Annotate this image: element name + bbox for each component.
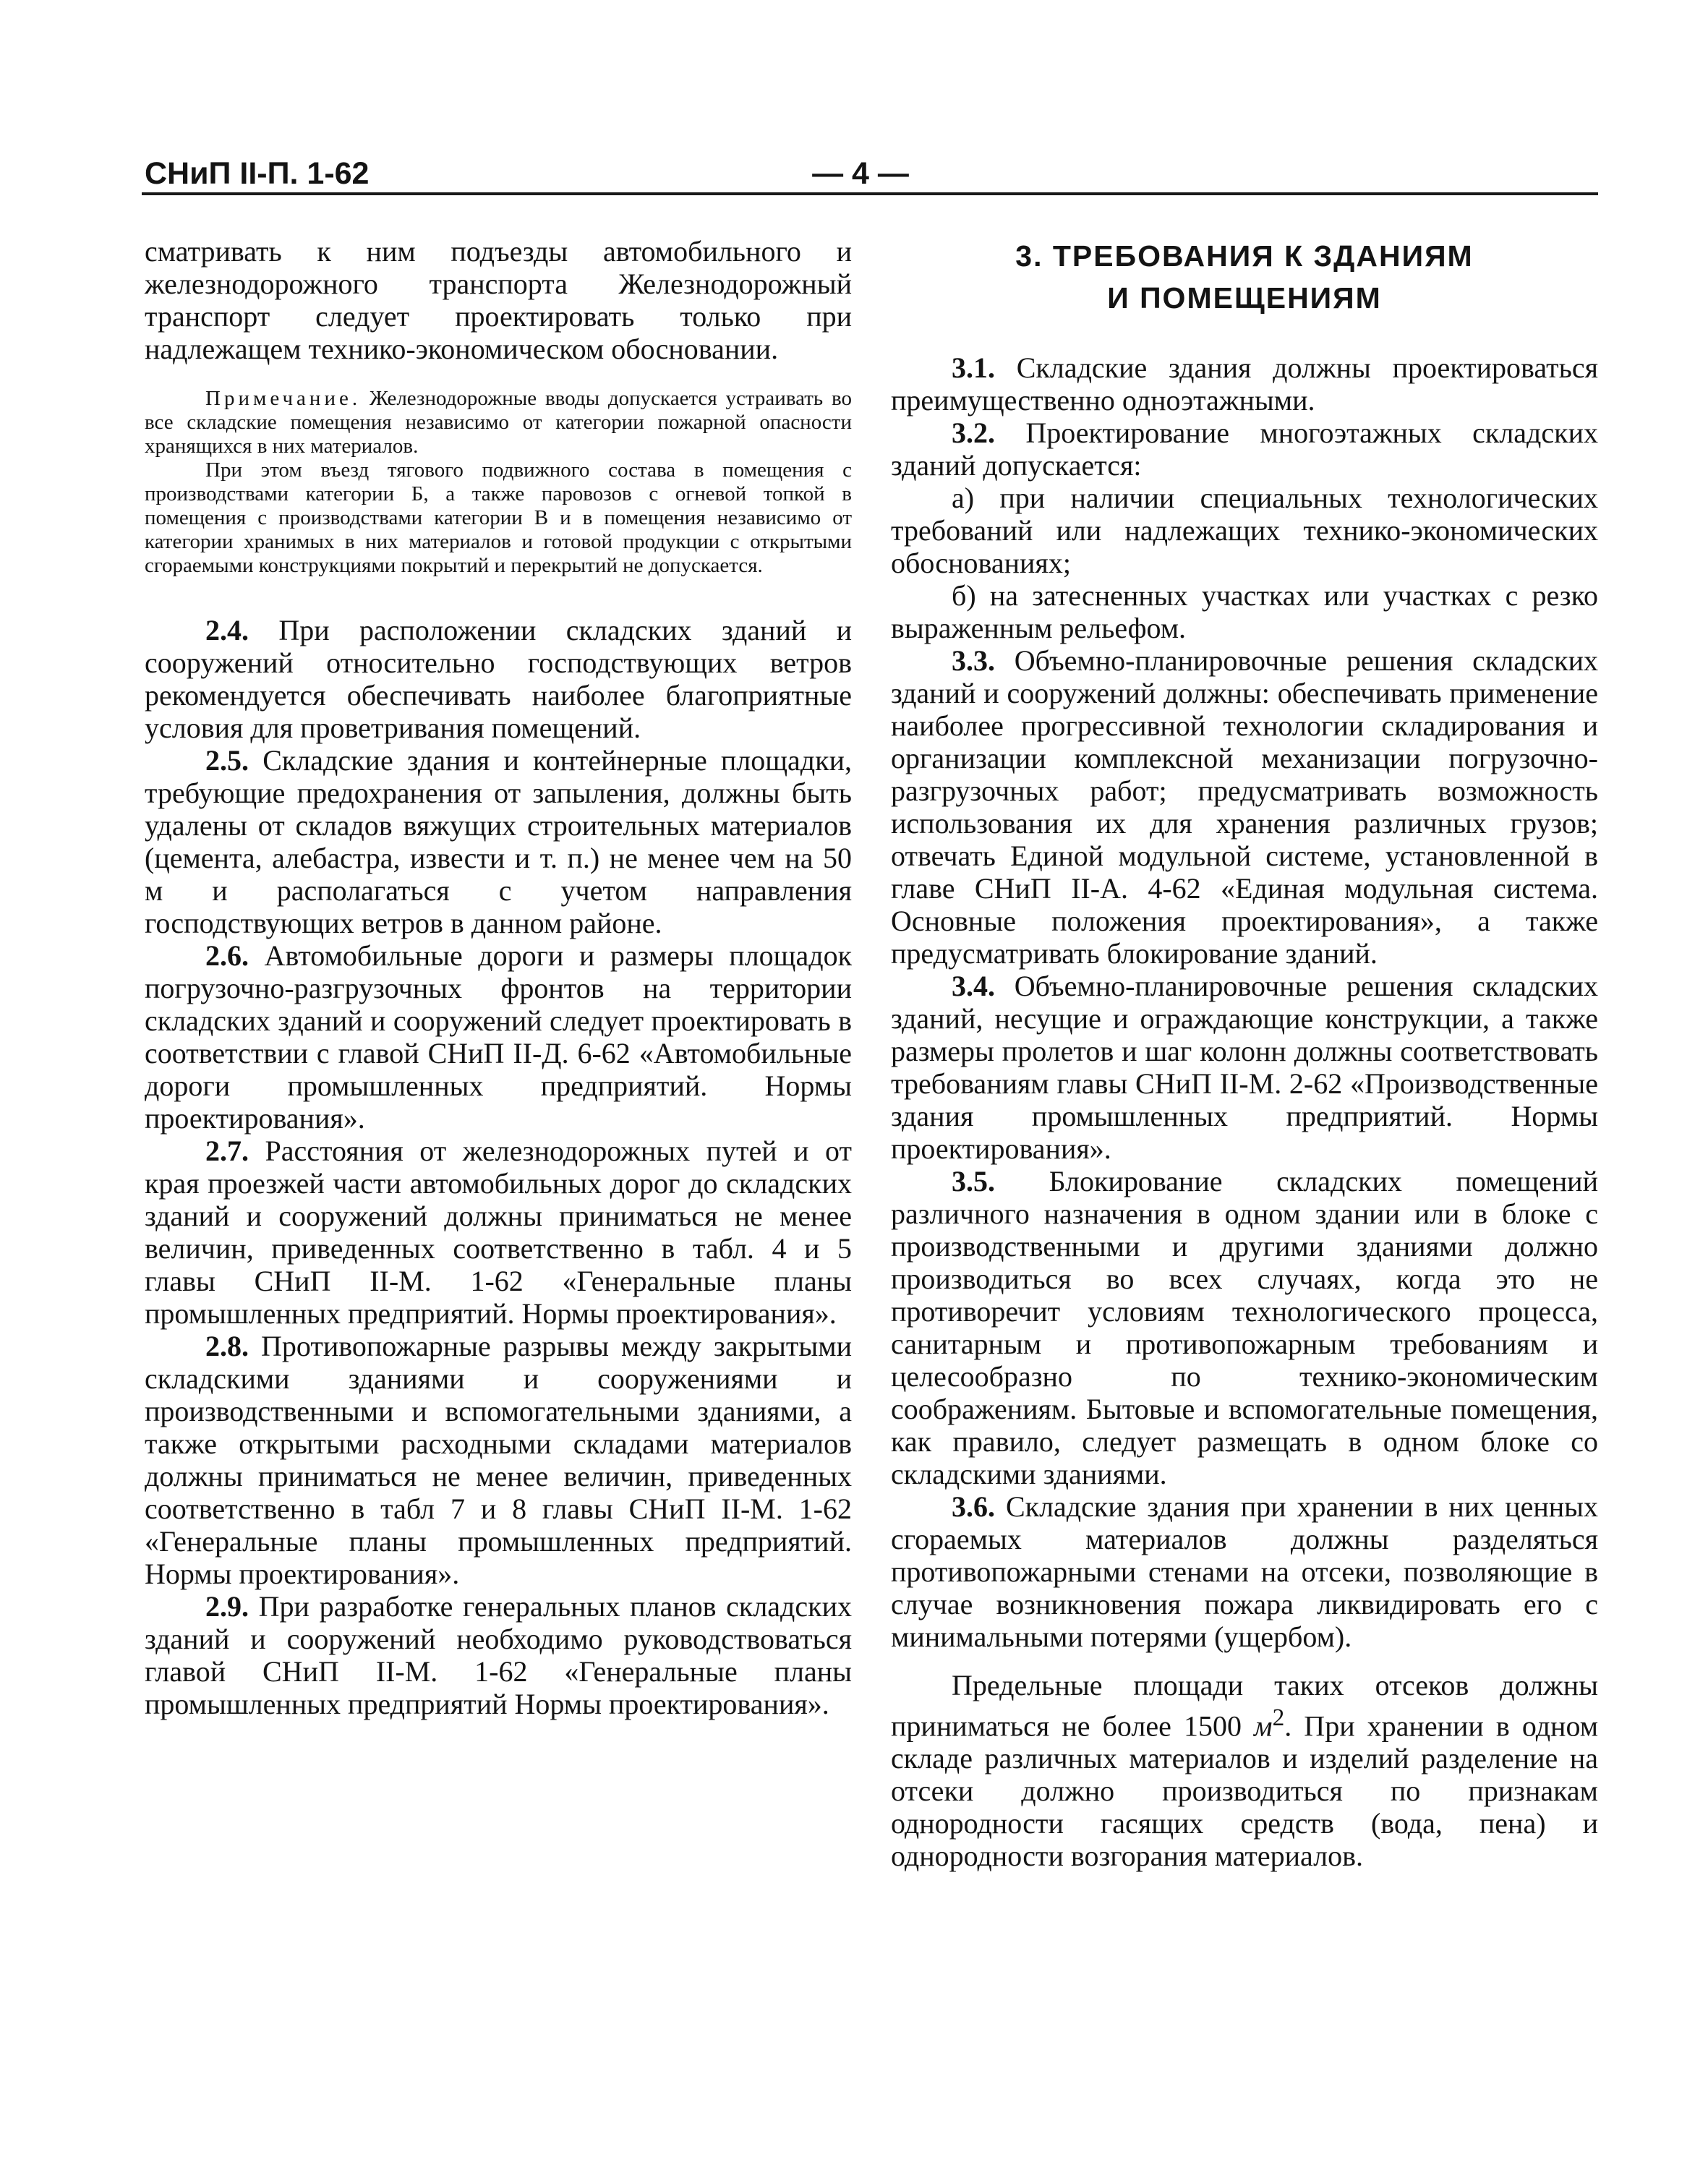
clause-text: Складские здания и контейнерные площадки, требующие предохранения от запыления, должны быть удалены от складов вяжущих строительных материалов (цемента, алебастра, извести и т. п.) не менее чем на 50 м и располагаться с учетом направления господствующих ветров в данном районе. bbox=[145, 744, 852, 939]
clause-number: 3.4. bbox=[952, 970, 995, 1002]
clause-number: 2.5. bbox=[205, 744, 249, 777]
continuation-text-a: Предельные площади таких отсеков должны приниматься не более 1500 bbox=[891, 1669, 1598, 1743]
page-number: — 4 — bbox=[812, 156, 909, 191]
clause-text: Складские здания при хранении в них ценных сгораемых материалов должны разделяться противопожарными стенами на отсеки, позволяющие в случае возникновения пожара ликвидировать его с минимальными потерями (ущербом). bbox=[891, 1490, 1599, 1653]
clause-2-4 bbox=[145, 614, 852, 744]
clause-number: 3.1. bbox=[952, 351, 995, 384]
clause-number: 3.2. bbox=[952, 417, 995, 449]
section-title-line-2: И ПОМЕЩЕНИЯМ bbox=[1107, 281, 1382, 315]
clause-3-5 bbox=[891, 1165, 1598, 1490]
clause-3-3 bbox=[891, 644, 1598, 970]
clause-3-2 bbox=[891, 417, 1598, 482]
left-column bbox=[145, 235, 852, 1720]
intro-paragraph: сматривать к ним подъезды автомобильного и железнодорожного транспорта Железнодорожный транспорт следует проектировать только при надлежащем технико-экономическом обосновании. bbox=[145, 235, 852, 365]
clause-3-4 bbox=[891, 970, 1598, 1165]
note-label: Примечание. bbox=[205, 387, 362, 410]
clause-text: Складские здания должны проектироваться преимущественно одноэтажными. bbox=[891, 351, 1598, 417]
clause-3-6 bbox=[891, 1490, 1598, 1653]
clause-text: Блокирование складских помещений различного назначения в одном здании или в блоке с производственными и другими зданиями должно производиться во всех случаях, когда это не противоречит условиям технологического процесса, санитарным и противопожарным требованиям и целесообразно по технико-экономическим соображениям. Бытовые и вспомогательные помещения, как правило, следует размещать в одном блоке со складскими зданиями. bbox=[891, 1165, 1598, 1490]
clause-number: 3.6. bbox=[952, 1490, 995, 1523]
clause-text: При расположении складских зданий и сооружений относительно господствующих ветров рекомендуется обеспечивать наиболее благоприятные условия для проветривания помещений. bbox=[145, 614, 852, 744]
clause-3-2-b: б) на затесненных участках или участках с резко выраженным рельефом. bbox=[891, 579, 1598, 644]
clause-text: При разработке генеральных планов складских зданий и сооружений необходимо руководствоваться главой СНиП II-М. 1-62 «Генеральные планы промышленных предприятий Нормы проектирования». bbox=[145, 1590, 852, 1720]
clause-number: 2.9. bbox=[205, 1590, 249, 1623]
clause-text: Противопожарные разрывы между закрытыми складскими зданиями и сооружениями и производственными и вспомогательными зданиями, а также открытыми расходными складами материалов должны приниматься не менее величин, приведенных соответственно в табл 7 и 8 главы СНиП II-М. 1-62 «Генеральные планы промышленных предприятий. Нормы проектирования». bbox=[145, 1330, 852, 1590]
note-text-1: Железнодорожные вводы допускается устраивать во все складские помещения независимо от категории пожарной опасности хранящихся в них материалов. bbox=[145, 387, 853, 458]
area-unit: м bbox=[1254, 1709, 1273, 1743]
note-paragraph-1 bbox=[145, 387, 852, 458]
continuation-text-b: . При хранении в одном складе различных материалов и изделий разделение на отсеки должно производиться по признакам однородности гасящих средств (вода, пена) и однородности возгорания материалов. bbox=[891, 1709, 1599, 1873]
section-title bbox=[891, 235, 1598, 319]
clause-number: 3.5. bbox=[952, 1165, 995, 1197]
clause-2-5 bbox=[145, 744, 852, 939]
clause-2-8 bbox=[145, 1330, 852, 1590]
clause-2-7 bbox=[145, 1135, 852, 1330]
clause-3-2-a: а) при наличии специальных технологических требований или надлежащих технико-экономических обоснованиях; bbox=[891, 482, 1598, 579]
clause-text: Объемно-планировочные решения складских зданий и сооружений должны: обеспечивать применение наиболее прогрессивной технологии складирования и организации комплексной механизации погрузочно-разгрузочных работ; предусматривать возможность использования их для хранения различных грузов; отвечать Единой модульной системе, установленной в главе СНиП II-А. 4-62 «Единая модульная система. Основные положения проектирования», а также предусматривать блокирование зданий. bbox=[891, 644, 1598, 970]
note-paragraph-2: При этом въезд тягового подвижного состава в помещения с производствами категории Б, а также паровозов с огневой топкой в помещения с производствами категории В и в помещения независимо от категории хранимых в них материалов и готовой продукции с открытыми сгораемыми конструкциями покрытий и перекрытий не допускается. bbox=[145, 458, 852, 577]
clause-text: Проектирование многоэтажных складских зданий допускается: bbox=[891, 417, 1598, 482]
document-code: СНиП II-П. 1-62 bbox=[145, 156, 370, 191]
header-rule bbox=[142, 192, 1598, 195]
area-unit-exponent: 2 bbox=[1272, 1704, 1285, 1731]
clause-2-6 bbox=[145, 939, 852, 1135]
clause-text: Автомобильные дороги и размеры площадок погрузочно-разгрузочных фронтов на территории складских зданий и сооружений следует проектировать в соответствии с главой СНиП II-Д. 6-62 «Автомобильные дороги промышленных предприятий. Нормы проектирования». bbox=[145, 939, 853, 1135]
clause-number: 3.3. bbox=[952, 644, 995, 677]
clause-text: Объемно-планировочные решения складских зданий, несущие и ограждающие конструкции, а также размеры пролетов и шаг колонн должны соответствовать требованиям главы СНиП II-М. 2-62 «Производственные здания промышленных предприятий. Нормы проектирования». bbox=[891, 970, 1598, 1165]
section-title-line-1: 3. ТРЕБОВАНИЯ К ЗДАНИЯМ bbox=[1015, 239, 1474, 273]
clause-number: 2.7. bbox=[205, 1135, 249, 1167]
clause-text: Расстояния от железнодорожных путей и от края проезжей части автомобильных дорог до складских зданий и сооружений должны приниматься не менее величин, приведенных соответственно в табл. 4 и 5 главы СНиП II-М. 1-62 «Генеральные планы промышленных предприятий. Нормы проектирования». bbox=[145, 1135, 853, 1330]
clause-number: 2.8. bbox=[205, 1330, 249, 1362]
clause-number: 2.4. bbox=[205, 614, 249, 646]
clause-3-1 bbox=[891, 351, 1598, 417]
clause-3-6-continuation bbox=[891, 1669, 1598, 1872]
clause-2-9 bbox=[145, 1590, 852, 1720]
clause-number: 2.6. bbox=[205, 939, 249, 972]
right-column bbox=[891, 235, 1598, 1872]
